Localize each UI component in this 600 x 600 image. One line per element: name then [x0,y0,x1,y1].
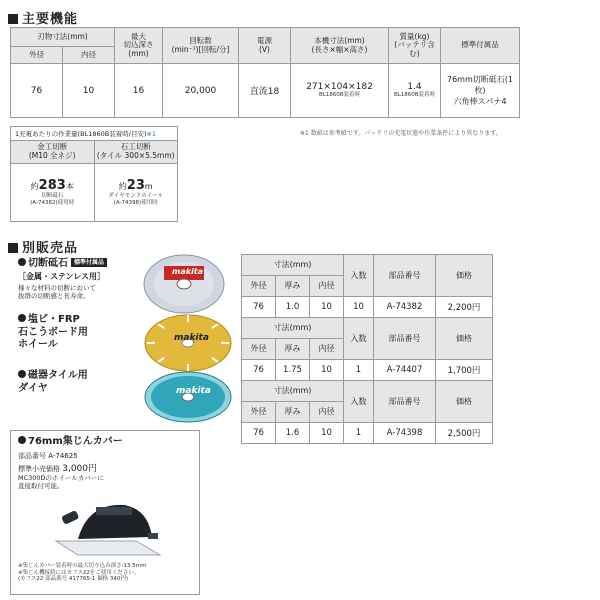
work-stone-cell: 約23m ダイヤモンドホイール (A-74398)使用時 [94,163,177,221]
product-tile-diamond: 磁器タイル用 ダイヤ [18,370,88,394]
value-mass-cell [389,64,441,118]
header-size: 寸法(mm) [242,255,344,276]
cell-thickness: 1.6 [276,423,310,444]
disc-brand-label: makita [176,386,211,396]
product-subtitle: ［金属・ステンレス用］ [18,271,105,281]
dust-cover-image [48,493,168,563]
value-rpm: 20,000 [163,64,239,118]
cell-price: 2,500円 [436,423,493,444]
cell-inner: 10 [310,423,344,444]
header-inner: 内径 [310,339,344,360]
header-accessories: 標準付属品 [441,28,520,64]
header-thickness: 厚み [276,339,310,360]
cell-thickness: 1.0 [276,297,310,318]
table-row [242,360,493,381]
dust-cover-price: 3,000円 [62,463,97,474]
dust-cover-box: 76mm集じんカバー 部品番号 A-74625 標準小売価格 3,000円 MC300Dのホイールカバーに 直接取付可能。 ※集じんカバー装着時の最大切り込み深さ:13.5mm ※集じん機接続にはカフス22をご使用ください。 (カフス22 部品番号 417765-1 価格 340円) [10,430,200,595]
product-grinding-disc: 切断砥石 $^{標準付属品}$ ［金属・ステンレス用］ 様々な材料の切断において 抜群の切断感と長寿命。 [18,258,136,301]
header-part: 部品番号 [374,381,436,423]
header-blade-size: 刃物寸法(mm) [11,28,115,47]
dust-cover-note-2: ※集じん機接続にはカフス22をご使用ください。 [18,569,140,576]
square-bullet-icon [8,243,18,253]
accessory-2: 六角棒スパナ4 [453,97,507,107]
cell-qty: 10 [344,297,374,318]
cell-qty: 1 [344,360,374,381]
standard-accessory-badge: 標準付属品 [71,258,107,267]
work-amount-title: 1充電あたりの作業量(BL1860B装着時/目安)※1 [11,127,177,141]
value-power: 直流18 [239,64,291,118]
header-thickness: 厚み [276,276,310,297]
cell-inner: 10 [310,297,344,318]
value-dimensions: 271×104×182 [306,82,373,93]
header-inner: 内径 [63,47,115,64]
cell-inner: 10 [310,360,344,381]
value-max-depth: 16 [115,64,163,118]
product-description: 様々な材料の切断において 抜群の切断感と長寿命。 [18,283,96,301]
cell-part: A-74398 [374,423,436,444]
dust-cover-note-1: ※集じんカバー装着時の最大切り込み深さ:13.5mm [18,563,147,570]
diamond-wheel-image [142,369,234,425]
header-outer: 外径 [242,276,276,297]
cell-price: 2,200円 [436,297,493,318]
header-price: 価格 [436,381,493,423]
square-bullet-icon [8,14,18,24]
circle-bullet-icon [18,436,26,444]
value-dimensions-cell [291,64,389,118]
main-functions-title: 主要機能 [8,8,78,27]
value-outer: 76 [11,64,63,118]
grinding-disc-image [138,253,230,315]
table-row [242,423,493,444]
value-mass: 1.4 [407,82,422,93]
work-header-metal: 金工切断 (M10 全ネジ) [11,141,94,163]
header-qty: 入数 [344,318,374,360]
circle-bullet-icon [18,370,26,378]
cell-qty: 1 [344,423,374,444]
header-inner: 内径 [310,402,344,423]
work-metal-note: 切断砥石 (A-74382)使用時 [30,193,75,206]
table-row [242,297,493,318]
value-accessories-cell [441,64,520,118]
dust-cover-note-3: (カフス22 部品番号 417765-1 価格 340円) [18,576,129,583]
work-stone-value: 23 [126,178,145,194]
header-rpm: 回転数 (min⁻¹)[回転/分] [163,28,239,64]
dust-cover-price-line: 標準小売価格 3,000円 [18,463,97,474]
header-part: 部品番号 [374,255,436,297]
work-stone-note: ダイヤモンドホイール (A-74398)使用時 [108,193,164,206]
separate-sales-title: 別販売品 [8,237,78,256]
disc-brand-label: makita [174,333,209,343]
header-qty: 入数 [344,381,374,423]
products-table [241,254,493,444]
header-size: 寸法(mm) [242,381,344,402]
cell-outer: 76 [242,423,276,444]
header-max-depth: 最大 切込深さ (mm) [115,28,163,64]
work-amount-box [10,126,178,222]
cell-price: 1,700円 [436,360,493,381]
gold-wheel-image [142,312,234,374]
dust-cover-part: 部品番号 A-74625 [18,451,78,460]
work-metal-cell: 約283本 切断砥石 (A-74382)使用時 [11,163,94,221]
header-mass: 質量(kg) (バッテリ含む) [389,28,441,64]
header-price: 価格 [436,255,493,297]
header-qty: 入数 [344,255,374,297]
circle-bullet-icon [18,258,26,266]
header-outer: 外径 [242,339,276,360]
cell-part: A-74382 [374,297,436,318]
dust-cover-description: MC300Dのホイールカバーに 直接取付可能。 [18,473,104,491]
header-dimensions: 本機寸法(mm) (長さ×幅×高さ) [291,28,389,64]
work-metal-value: 283 [38,178,66,194]
work-footnote: ※1 数値は参考値です。バッテリの充電状態や作業条件により異なります。 [300,130,502,137]
cell-thickness: 1.75 [276,360,310,381]
header-part: 部品番号 [374,318,436,360]
header-thickness: 厚み [276,402,310,423]
disc-brand-label: makita [172,267,204,276]
work-header-stone: 石工切断 (タイル 300×5.5mm) [94,141,177,163]
header-power: 電源 (V) [239,28,291,64]
header-size: 寸法(mm) [242,318,344,339]
header-price: 価格 [436,318,493,360]
cell-outer: 76 [242,360,276,381]
cell-outer: 76 [242,297,276,318]
value-inner: 10 [63,64,115,118]
cell-part: A-74407 [374,360,436,381]
product-pvc-wheel: 塩ビ・FRP 石こうボード用 ホイール [18,314,88,350]
circle-bullet-icon [18,314,26,322]
accessory-1: 76mm切断砥石(1枚) [447,74,513,95]
mass-note: BL1860B装着時 [393,92,436,99]
header-inner: 内径 [310,276,344,297]
header-outer: 外径 [11,47,63,64]
dimensions-note: BL1860B装着時 [318,92,361,99]
spec-table [10,27,520,118]
header-outer: 外径 [242,402,276,423]
